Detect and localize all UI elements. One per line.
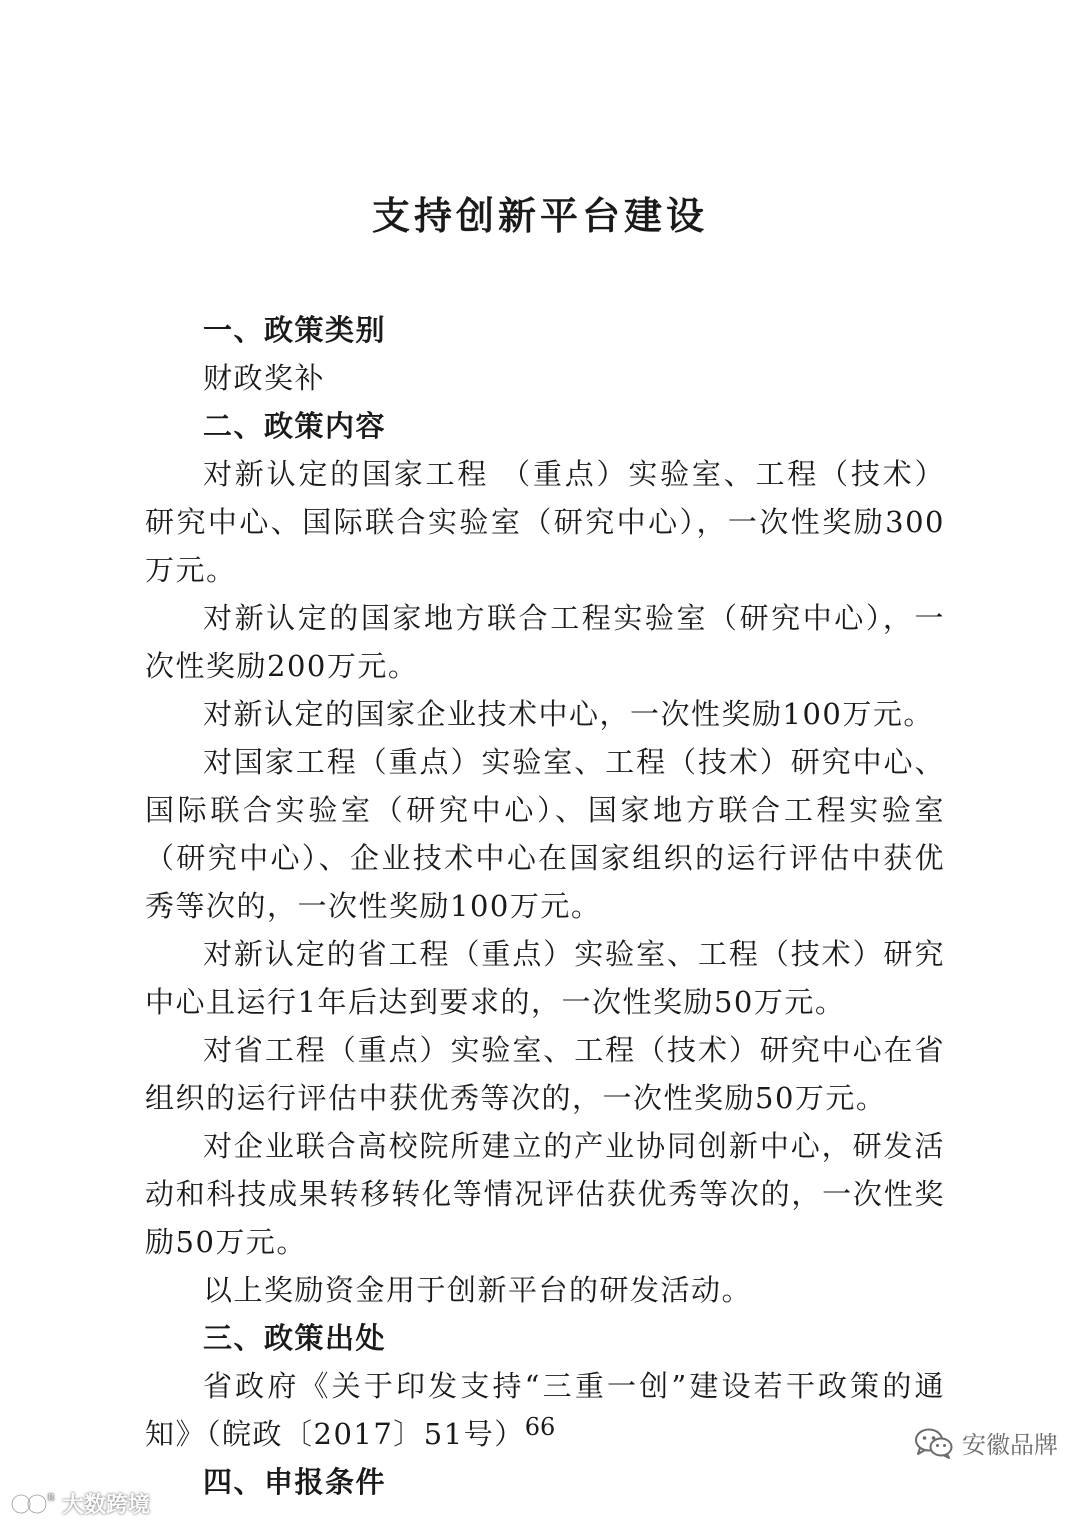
section-heading: 一、政策类别 [203,313,387,347]
body-paragraph: 省政府《关于印发支持“三重一创”建设若干政策的通知》（皖政〔2017〕51号） [145,1369,945,1451]
svg-text:R: R [48,1492,55,1502]
body-paragraph: 以上奖励资金用于创新平台的研发活动。 [203,1273,753,1307]
body-paragraph: 对新认定的国家地方联合工程实验室（研究中心），一次性奖励200万元。 [145,601,945,683]
body-paragraph: 对新认定的国家企业技术中心，一次性奖励100万元。 [203,697,934,731]
page-title: 支持创新平台建设 [371,193,708,238]
body-paragraph: 对企业联合高校院所建立的产业协同创新中心，研发活动和科技成果转移转化等情况评估获优秀等次的，一次性奖励50万元。 [145,1129,945,1259]
watermark-right-text: 安徽品牌 [962,1431,1058,1459]
logo-icon [10,1490,56,1518]
watermark-left [10,1488,150,1519]
section-heading: 三、政策出处 [203,1321,387,1355]
page-number: 66 [524,1413,556,1441]
document-body [145,306,945,1506]
body-paragraph: 对新认定的省工程（重点）实验室、工程（技术）研究中心且运行1年后达到要求的，一次性奖励50万元。 [145,937,945,1019]
body-paragraph: 财政奖补 [203,361,326,395]
section-heading: 二、政策内容 [203,409,387,443]
wechat-icon [914,1427,954,1459]
watermark-right [914,1425,1058,1460]
section-heading: 四、申报条件 [203,1465,387,1499]
body-paragraph: 对新认定的国家工程 （重点）实验室、工程（技术）研究中心、国际联合实验室（研究中心），一次性奖励300万元。 [145,457,945,587]
body-paragraph: 对国家工程（重点）实验室、工程（技术）研究中心、国际联合实验室（研究中心）、国家地方联合工程实验室（研究中心）、企业技术中心在国家组织的运行评估中获优秀等次的，一次性奖励100万元。 [145,745,945,923]
body-paragraph: 对省工程（重点）实验室、工程（技术）研究中心在省组织的运行评估中获优秀等次的，一次性奖励50万元。 [145,1033,945,1115]
watermark-left-text: 大数跨境 [62,1493,151,1518]
